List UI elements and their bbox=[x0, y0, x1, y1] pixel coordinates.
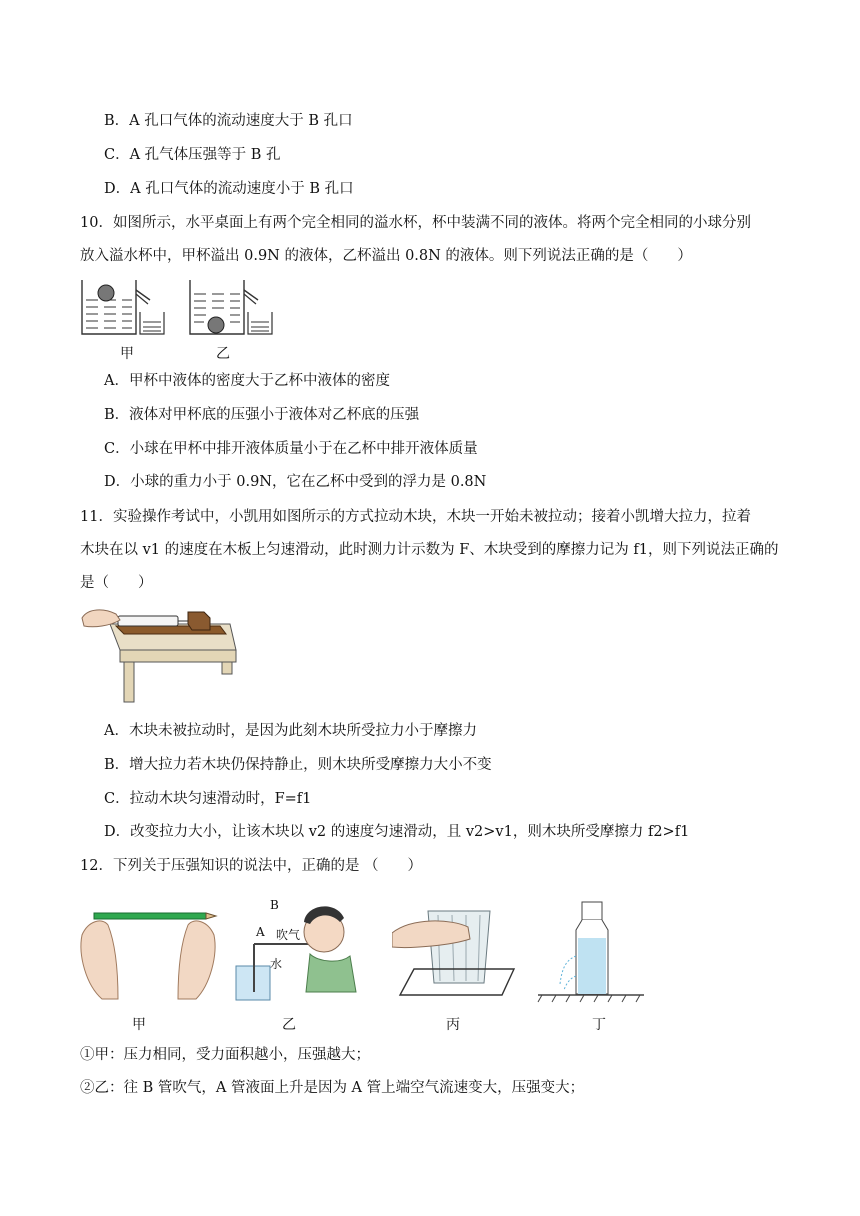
q11-option-b: B．增大拉力若木块仍保持静止，则木块所受摩擦力大小不变 bbox=[104, 757, 492, 773]
q12-figure-label-1: 甲 bbox=[132, 1017, 146, 1033]
q10-stem-line1: 10．如图所示，水平桌面上有两个完全相同的溢水杯，杯中装满不同的液体。将两个完全相同的小球分别 bbox=[80, 215, 751, 231]
q11-stem-line1: 11．实验操作考试中，小凯用如图所示的方式拉动木块，木块一开始未被拉动；接着小凯增大拉力，拉着 bbox=[80, 509, 751, 525]
q12-figure-label-3: 丙 bbox=[446, 1017, 460, 1033]
q11-stem-line2: 木块在以 v1 的速度在木板上匀速滑动，此时测力计示数为 F、木块受到的摩擦力记为 f1，则下列说法正确的 bbox=[80, 542, 779, 558]
overflow-cup-b bbox=[190, 280, 272, 334]
q10-figure-label-a: 甲 bbox=[120, 346, 134, 362]
q11-option-c: C．拉动木块匀速滑动时，F=f1 bbox=[104, 791, 312, 807]
q10-overflow-cups-figure bbox=[78, 276, 278, 338]
q12-blow-label: 吹气 bbox=[276, 928, 301, 942]
q10-option-a: A．甲杯中液体的密度大于乙杯中液体的密度 bbox=[104, 373, 390, 389]
q11-option-a: A．木块未被拉动时，是因为此刻木块所受拉力小于摩擦力 bbox=[104, 723, 477, 739]
q10-option-b: B．液体对甲杯底的压强小于液体对乙杯底的压强 bbox=[104, 407, 420, 423]
q12-stem: 12．下列关于压强知识的说法中，正确的是 （ ） bbox=[80, 858, 423, 874]
q10-option-d: D．小球的重力小于 0.9N，它在乙杯中受到的浮力是 0.8N bbox=[104, 474, 487, 490]
overflow-cup-a bbox=[82, 280, 164, 334]
q12-figure-inverted-cup bbox=[392, 895, 522, 999]
q12-figure-label-2: 乙 bbox=[282, 1017, 296, 1033]
q9-option-b: B．A 孔口气体的流动速度大于 B 孔口 bbox=[104, 113, 353, 129]
q12-figure-blowing bbox=[232, 892, 362, 1004]
q10-stem-line2: 放入溢水杯中，甲杯溢出 0.9N 的液体，乙杯溢出 0.8N 的液体。则下列说法正确的是（ ） bbox=[80, 248, 692, 264]
q12-item-2: ②乙：往 B 管吹气，A 管液面上升是因为 A 管上端空气流速变大，压强变大； bbox=[80, 1080, 585, 1096]
q12-item-1: ①甲：压力相同，受力面积越小，压强越大； bbox=[80, 1047, 370, 1063]
q11-option-d: D．改变拉力大小，让该木块以 v2 的速度匀速滑动，且 v2>v1，则木块所受摩擦力 f2>f1 bbox=[104, 824, 690, 840]
q11-stem-line3: 是（ ） bbox=[80, 575, 153, 591]
q12-tube-label-b: B bbox=[270, 898, 279, 912]
q12-water-label: 水 bbox=[270, 957, 283, 971]
q12-figure-bottle bbox=[536, 898, 646, 1006]
q9-option-c: C．A 孔气体压强等于 B 孔 bbox=[104, 147, 281, 163]
q11-friction-experiment-figure bbox=[80, 604, 240, 704]
q10-option-c: C．小球在甲杯中排开液体质量小于在乙杯中排开液体质量 bbox=[104, 441, 478, 457]
q9-option-d: D．A 孔口气体的流动速度小于 B 孔口 bbox=[104, 181, 354, 197]
q12-figure-label-4: 丁 bbox=[592, 1017, 606, 1033]
q12-figure-pencil bbox=[78, 895, 218, 1003]
q10-figure-label-b: 乙 bbox=[216, 346, 230, 362]
q12-tube-label-a: A bbox=[256, 925, 265, 939]
